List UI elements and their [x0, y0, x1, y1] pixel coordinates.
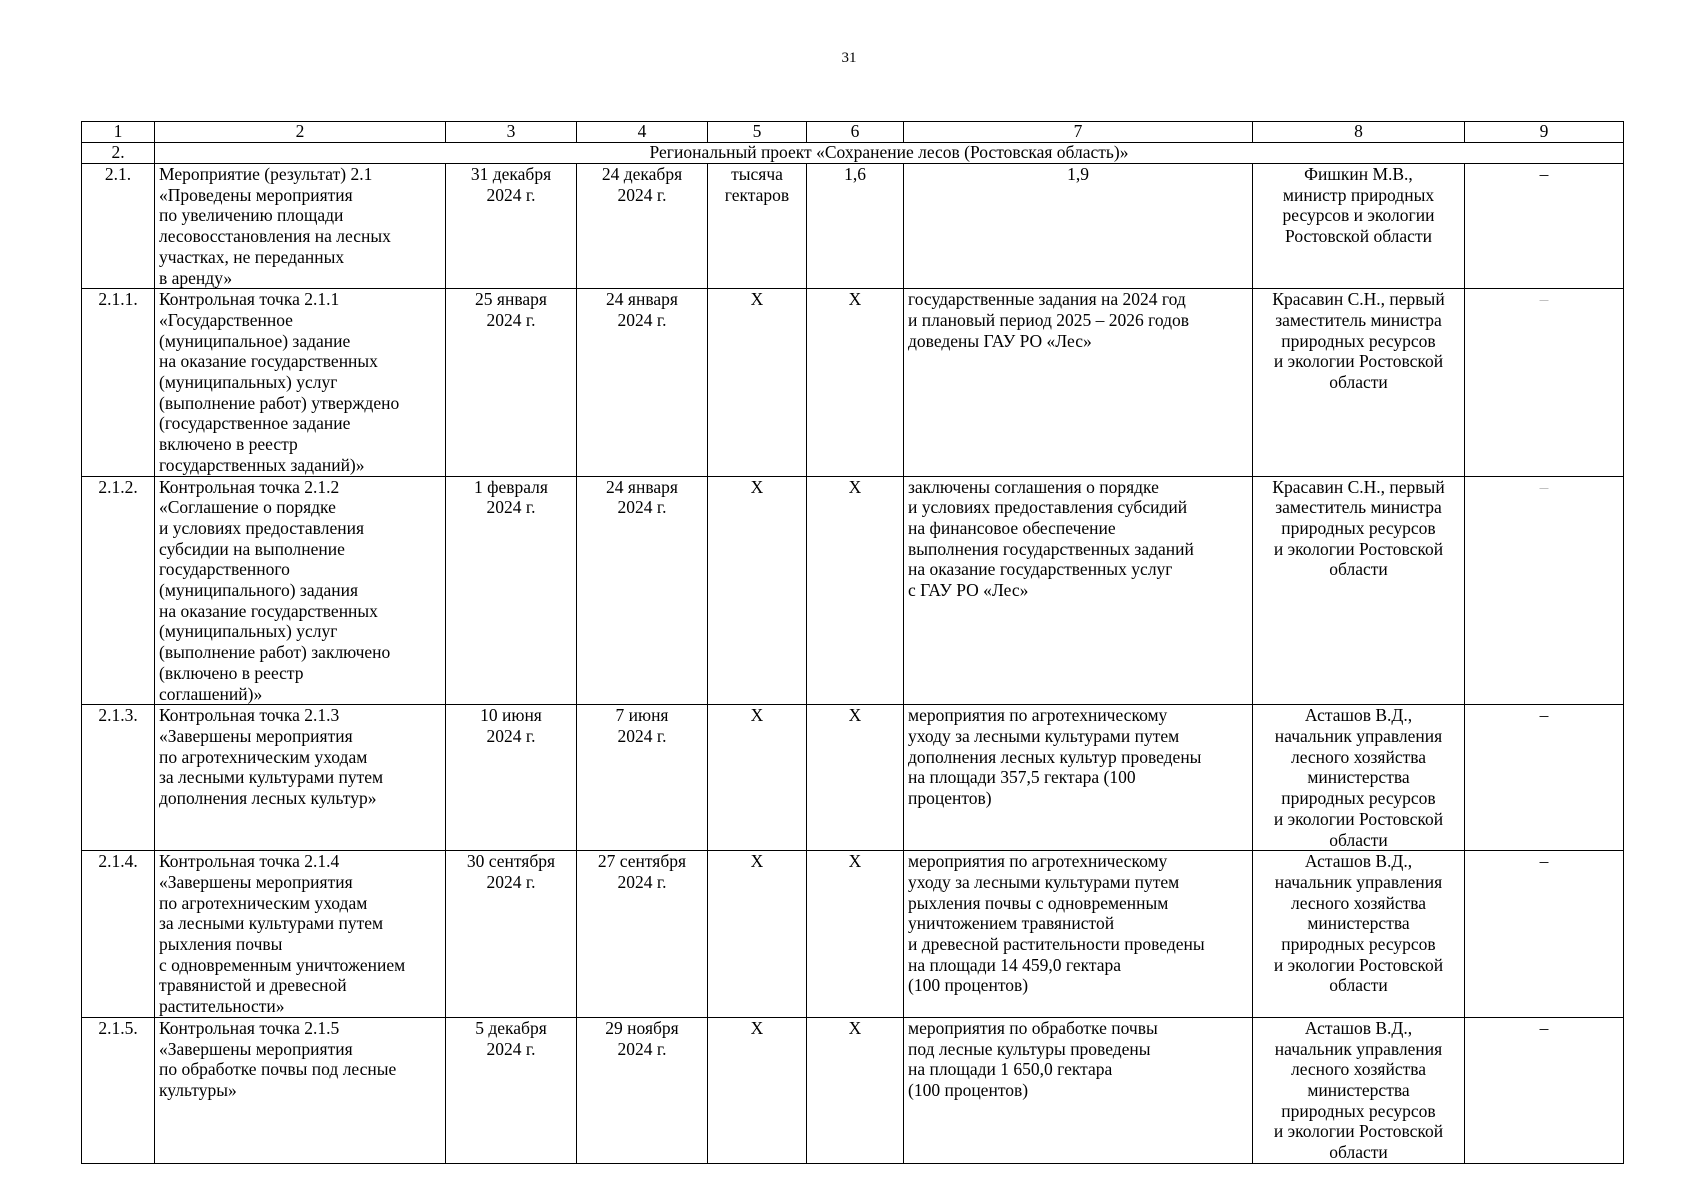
column-number-3: 3	[446, 122, 577, 143]
planned-date: 10 июня 2024 г.	[446, 705, 577, 851]
actual-date: 24 января 2024 г.	[577, 476, 708, 705]
column-number-9: 9	[1465, 122, 1624, 143]
row-number: 2.1.1.	[82, 289, 155, 476]
row-number: 2.1.3.	[82, 705, 155, 851]
page-number: 31	[841, 50, 857, 66]
plan-value: X	[807, 289, 904, 476]
unit: X	[708, 476, 807, 705]
responsible: Фишкин М.В., министр природных ресурсов и экологии Ростовской области	[1253, 164, 1465, 289]
table-row	[82, 164, 1624, 289]
planned-date: 1 февраля 2024 г.	[446, 476, 577, 705]
unit: тысяча гектаров	[708, 164, 807, 289]
responsible: Асташов В.Д., начальник управления лесного хозяйства министерства природных ресурсов и экологии Ростовской области	[1253, 851, 1465, 1018]
actual-date: 24 декабря 2024 г.	[577, 164, 708, 289]
table-row	[82, 476, 1624, 705]
planned-date: 25 января 2024 г.	[446, 289, 577, 476]
actual-date: 24 января 2024 г.	[577, 289, 708, 476]
note: –	[1465, 705, 1624, 851]
table-row	[82, 705, 1624, 851]
unit: X	[708, 705, 807, 851]
report-table	[81, 121, 1624, 1164]
result: заключены соглашения о порядке и условиях предоставления субсидий на финансовое обеспечение выполнения государственных заданий на оказание государственных услуг с ГАУ РО «Лес»	[904, 476, 1253, 705]
column-number-4: 4	[577, 122, 708, 143]
column-number-2: 2	[155, 122, 446, 143]
row-name: Контрольная точка 2.1.3 «Завершены мероприятия по агротехническим уходам за лесными культурами путем дополнения лесных культур»	[155, 705, 446, 851]
result: мероприятия по агротехническому уходу за лесными культурами путем рыхления почвы с одновременным уничтожением травянистой и древесной растительности проведены на площади 14 459,0 гектара (100 процентов)	[904, 851, 1253, 1018]
planned-date: 31 декабря 2024 г.	[446, 164, 577, 289]
planned-date: 5 декабря 2024 г.	[446, 1017, 577, 1163]
planned-date: 30 сентября 2024 г.	[446, 851, 577, 1018]
section-row	[82, 143, 1624, 164]
row-number: 2.1.5.	[82, 1017, 155, 1163]
row-name: Контрольная точка 2.1.4 «Завершены мероприятия по агротехническим уходам за лесными культурами путем рыхления почвы с одновременным уничтожением травянистой и древесной растительности»	[155, 851, 446, 1018]
plan-value: X	[807, 1017, 904, 1163]
note: –	[1465, 851, 1624, 1018]
note: –	[1465, 164, 1624, 289]
row-number: 2.1.4.	[82, 851, 155, 1018]
column-number-6: 6	[807, 122, 904, 143]
responsible: Асташов В.Д., начальник управления лесного хозяйства министерства природных ресурсов и экологии Ростовской области	[1253, 705, 1465, 851]
responsible: Асташов В.Д., начальник управления лесного хозяйства министерства природных ресурсов и экологии Ростовской области	[1253, 1017, 1465, 1163]
note: –	[1465, 1017, 1624, 1163]
result: 1,9	[904, 164, 1253, 289]
table-row	[82, 289, 1624, 476]
row-name: Мероприятие (результат) 2.1 «Проведены мероприятия по увеличению площади лесовосстановления на лесных участках, не переданных в аренду»	[155, 164, 446, 289]
row-number: 2.1.	[82, 164, 155, 289]
result: государственные задания на 2024 год и плановый период 2025 – 2026 годов доведены ГАУ РО «Лес»	[904, 289, 1253, 476]
note: –	[1465, 476, 1624, 705]
column-number-row	[82, 122, 1624, 143]
table-row	[82, 851, 1624, 1018]
responsible: Красавин С.Н., первый заместитель министра природных ресурсов и экологии Ростовской области	[1253, 476, 1465, 705]
row-number: 2.1.2.	[82, 476, 155, 705]
column-number-5: 5	[708, 122, 807, 143]
row-name: Контрольная точка 2.1.5 «Завершены мероприятия по обработке почвы под лесные культуры»	[155, 1017, 446, 1163]
unit: X	[708, 289, 807, 476]
plan-value: X	[807, 476, 904, 705]
row-name: Контрольная точка 2.1.2 «Соглашение о порядке и условиях предоставления субсидии на выполнение государственного (муниципального) задания на оказание государственных (муниципальных) услуг (выполнение работ) заключено (включено в реестр соглашений)»	[155, 476, 446, 705]
row-name: Контрольная точка 2.1.1 «Государственное (муниципальное) задание на оказание государственных (муниципальных) услуг (выполнение работ) утверждено (государственное задание включено в реестр государственных заданий)»	[155, 289, 446, 476]
column-number-7: 7	[904, 122, 1253, 143]
actual-date: 29 ноября 2024 г.	[577, 1017, 708, 1163]
result: мероприятия по агротехническому уходу за лесными культурами путем дополнения лесных культур проведены на площади 357,5 гектара (100 процентов)	[904, 705, 1253, 851]
plan-value: X	[807, 851, 904, 1018]
note: –	[1465, 289, 1624, 476]
result: мероприятия по обработке почвы под лесные культуры проведены на площади 1 650,0 гектара (100 процентов)	[904, 1017, 1253, 1163]
plan-value: X	[807, 705, 904, 851]
column-number-8: 8	[1253, 122, 1465, 143]
actual-date: 7 июня 2024 г.	[577, 705, 708, 851]
actual-date: 27 сентября 2024 г.	[577, 851, 708, 1018]
plan-value: 1,6	[807, 164, 904, 289]
table-row	[82, 1017, 1624, 1163]
responsible: Красавин С.Н., первый заместитель министра природных ресурсов и экологии Ростовской области	[1253, 289, 1465, 476]
unit: X	[708, 851, 807, 1018]
column-number-1: 1	[82, 122, 155, 143]
unit: X	[708, 1017, 807, 1163]
section-number: 2.	[82, 143, 155, 164]
section-title: Региональный проект «Сохранение лесов (Ростовская область)»	[155, 143, 1624, 164]
